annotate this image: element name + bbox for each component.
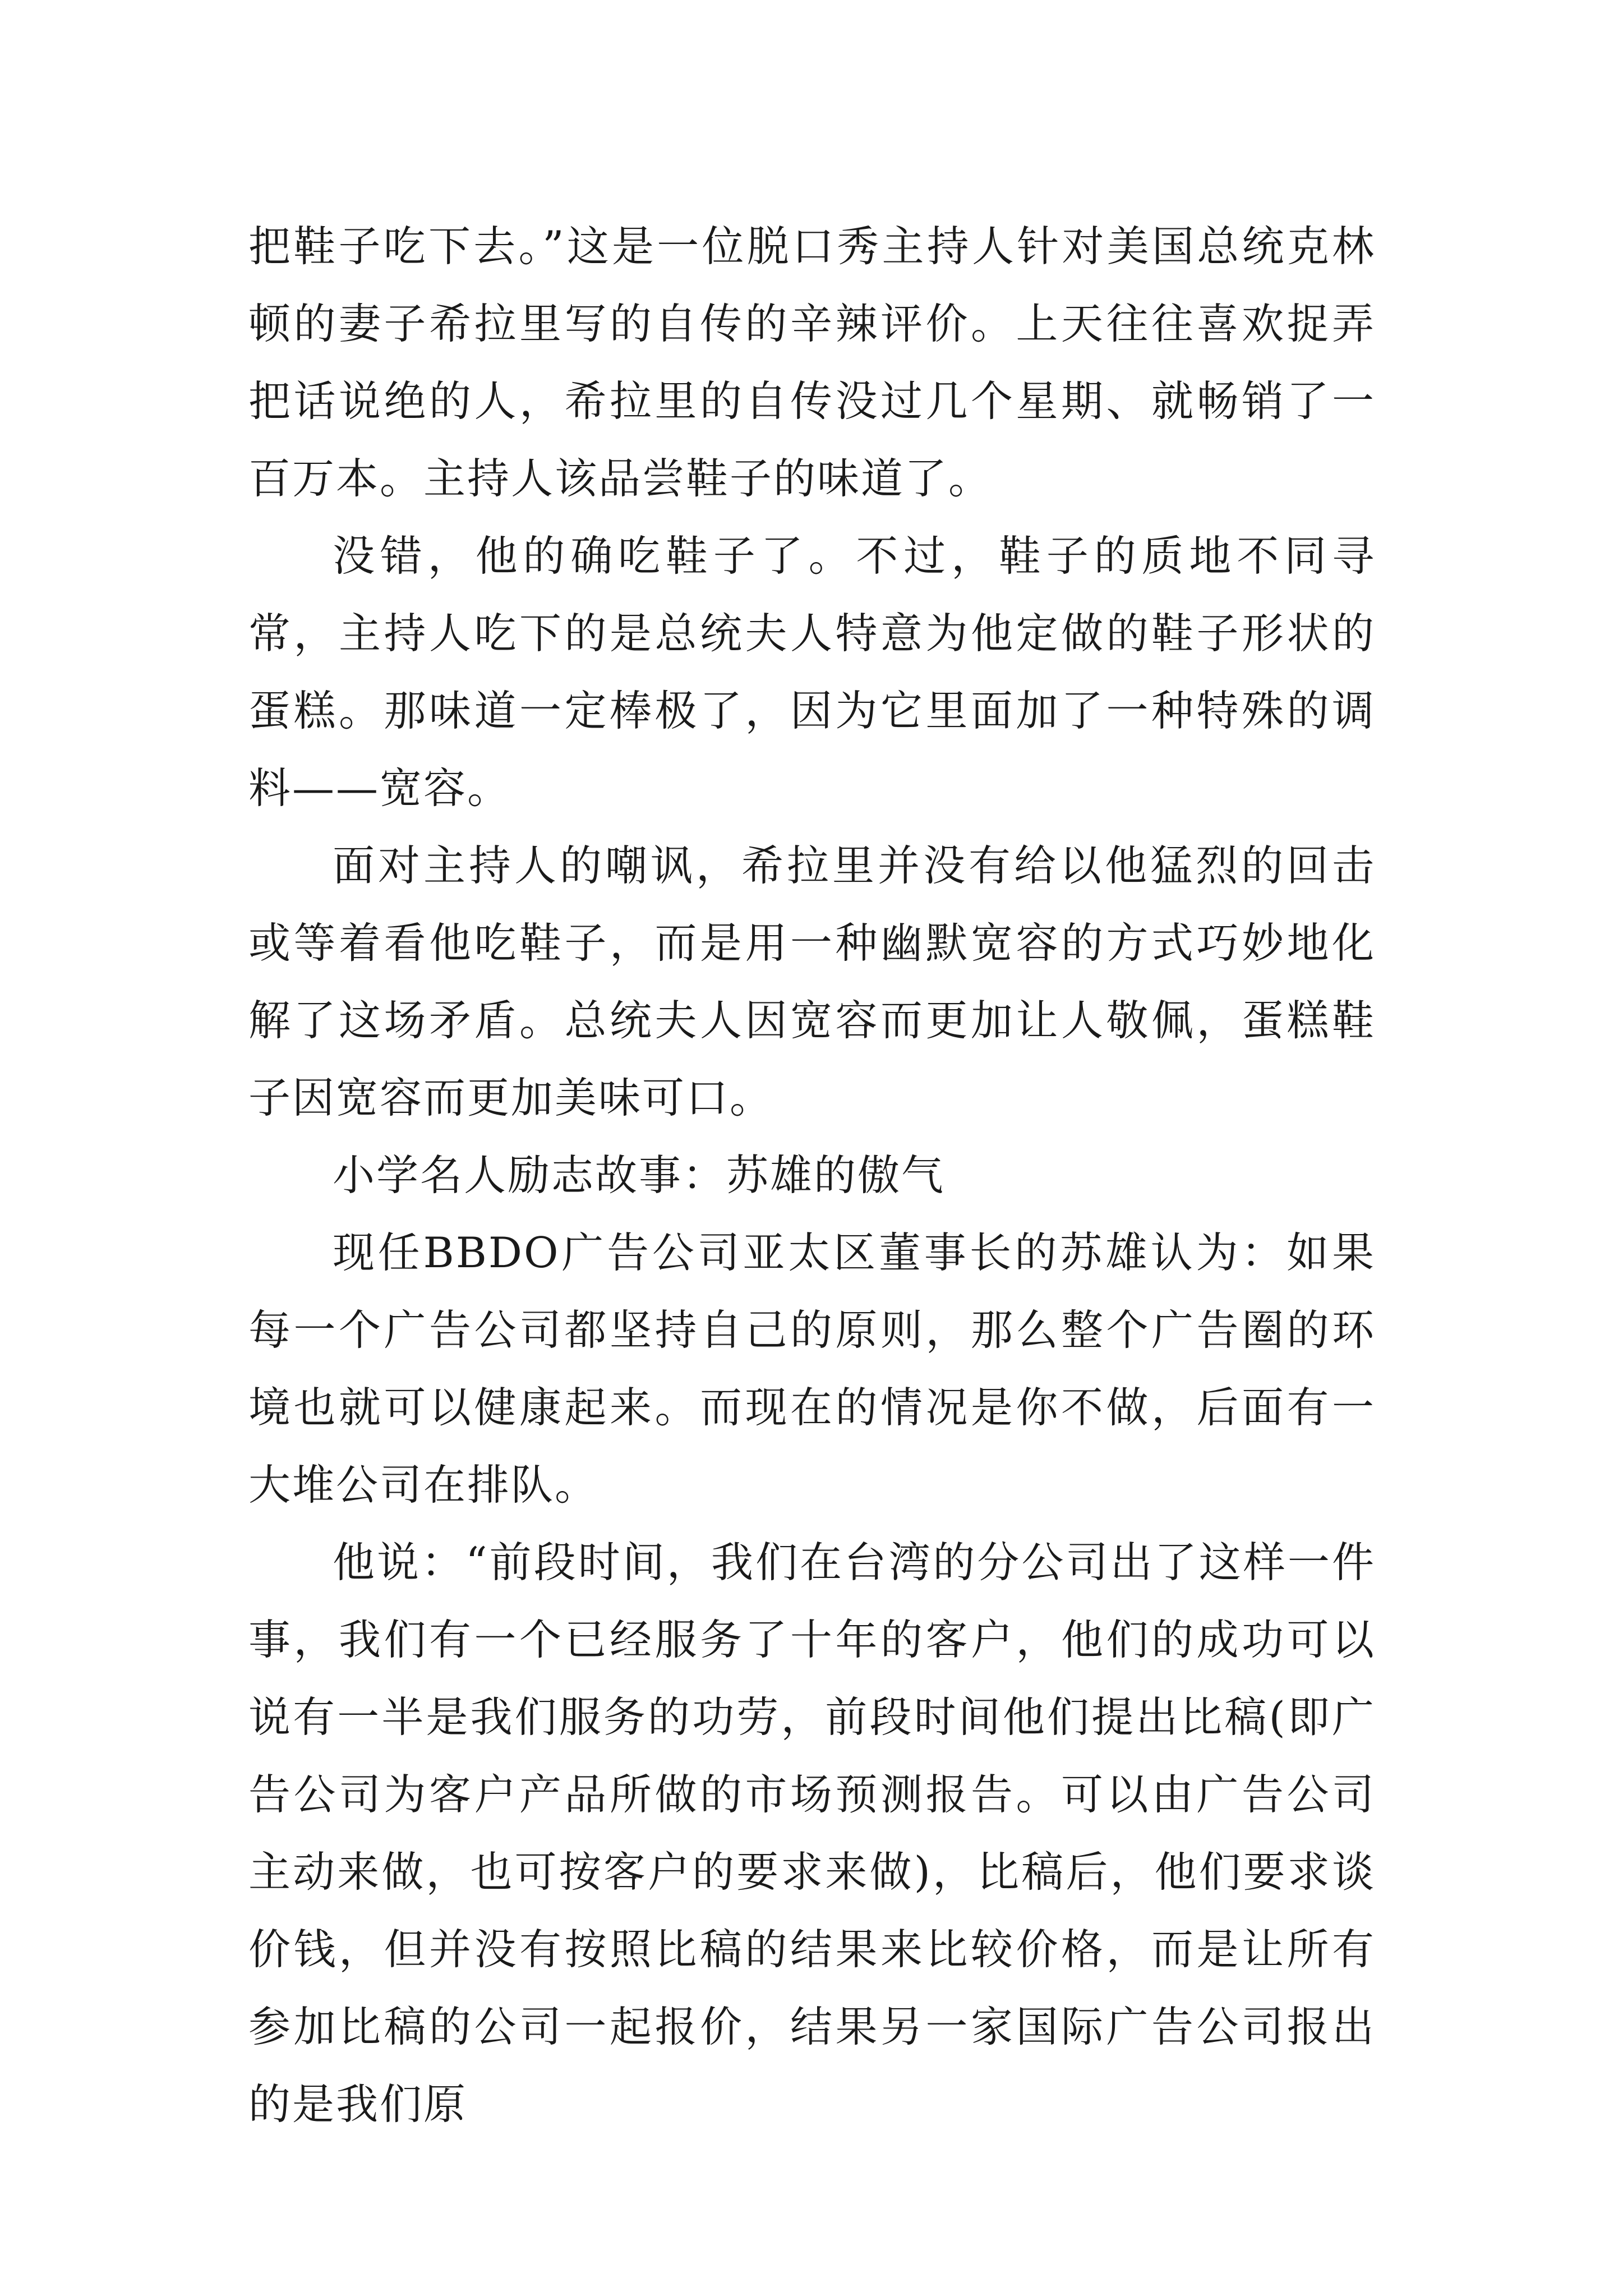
story-heading: 小学名人励志故事：苏雄的傲气 — [333, 1151, 946, 1200]
paragraph-3: 面对主持人的嘲讽，希拉里并没有给以他猛烈的回击或等着看他吃鞋子，而是用一种幽默宽容的方式巧妙地化解了这场矛盾。总统夫人因宽容而更加让人敬佩，蛋糕鞋子因宽容而更加美味可口。 — [248, 841, 1376, 1122]
paragraph-4: 现任BBDO广告公司亚太区董事长的苏雄认为：如果每一个广告公司都坚持自己的原则，那么整个广告圈的环境也就可以健康起来。而现在的情况是你不做，后面有一大堆公司在排队。 — [248, 1228, 1376, 1510]
document-body — [248, 208, 1376, 2143]
paragraph-1: 把鞋子吃下去。”这是一位脱口秀主持人针对美国总统克林顿的妻子希拉里写的自传的辛辣评价。上天往往喜欢捉弄把话说绝的人，希拉里的自传没过几个星期、就畅销了一百万本。主持人该品尝鞋子的味道了。 — [248, 222, 1376, 503]
paragraph-2: 没错，他的确吃鞋子了。不过，鞋子的质地不同寻常，主持人吃下的是总统夫人特意为他定做的鞋子形状的蛋糕。那味道一定棒极了，因为它里面加了一种特殊的调料——宽容。 — [248, 531, 1376, 813]
paragraph-5: 他说：“前段时间，我们在台湾的分公司出了这样一件事，我们有一个已经服务了十年的客户，他们的成功可以说有一半是我们服务的功劳，前段时间他们提出比稿(即广告公司为客户产品所做的市场预测报告。可以由广告公司主动来做，也可按客户的要求来做)，比稿后，他们要求谈价钱，但并没有按照比稿的结果来比较价格，而是让所有参加比稿的公司一起报价，结果另一家国际广告公司报出的是我们原 — [248, 1538, 1376, 2129]
